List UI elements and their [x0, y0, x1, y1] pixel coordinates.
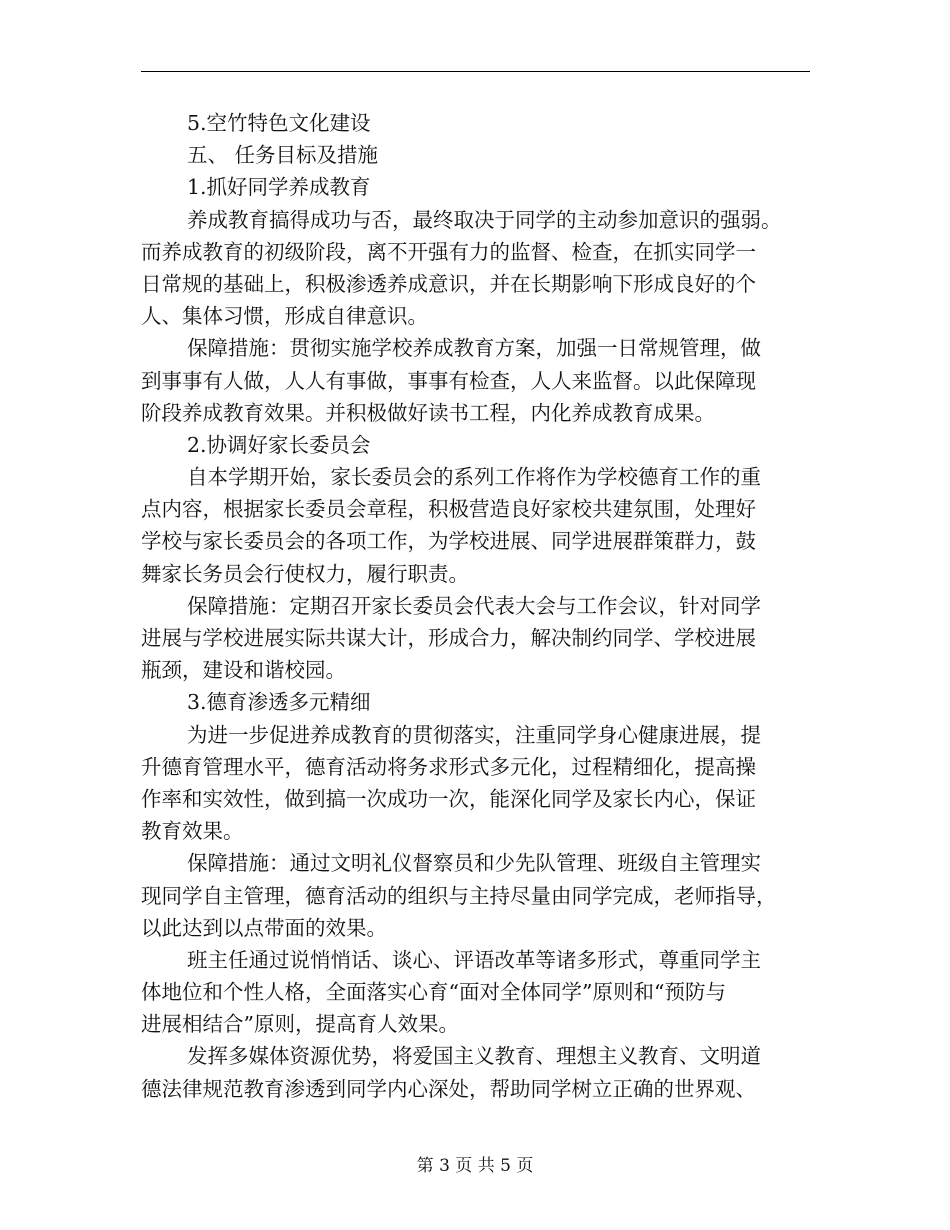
- text-line: 教育效果。: [141, 819, 244, 844]
- document-body: [141, 107, 811, 1105]
- text-line: 瓶颈，建设和谐校园。: [141, 658, 346, 683]
- page-footer: 第 3 页 共 5 页: [416, 1156, 534, 1176]
- text-line: 5.空竹特色文化建设: [187, 111, 371, 135]
- header-rule: [141, 71, 810, 72]
- text-line: 人、集体习惯，形成自律意识。: [141, 304, 428, 329]
- text-line: 阶段养成教育效果。并积极做好读书工程，内化养成教育成果。: [141, 400, 715, 425]
- text-line: 现同学自主管理，德育活动的组织与主持尽量由同学完成，老师指导，: [141, 883, 777, 908]
- text-line: 进展与学校进展实际共谋大计，形成合力，解决制约同学、学校进展: [141, 626, 756, 650]
- text-line: 舞家长务员会行使权力，履行职责。: [141, 561, 469, 586]
- text-line: 养成教育搞得成功与否，最终取决于同学的主动参加意识的强弱。: [187, 207, 782, 232]
- text-line: 点内容，根据家长委员会章程，积极营造良好家校共建氛围，处理好: [141, 497, 756, 522]
- text-line: 班主任通过说悄悄话、谈心、评语改革等诸多形式，尊重同学主: [187, 947, 761, 972]
- text-line: 到事事有人做，人人有事做，事事有检查，人人来监督。以此保障现: [141, 368, 756, 393]
- text-line: 自本学期开始，家长委员会的系列工作将作为学校德育工作的重: [187, 465, 761, 490]
- text-line: 进展相结合”原则，提高育人效果。: [141, 1012, 459, 1037]
- text-line: 作率和实效性，做到搞一次成功一次，能深化同学及家长内心，保证: [141, 786, 756, 811]
- text-line: 学校与家长委员会的各项工作，为学校进展、同学进展群策群力，鼓: [141, 529, 756, 554]
- text-line: 1.抓好同学养成教育: [187, 175, 371, 200]
- text-line: 德法律规范教育渗透到同学内心深处，帮助同学树立正确的世界观、: [141, 1076, 756, 1101]
- text-line: 以此达到以点带面的效果。: [141, 915, 387, 940]
- text-line: 3.德育渗透多元精细: [187, 690, 371, 715]
- text-line: 保障措施：通过文明礼仪督察员和少先队管理、班级自主管理实: [187, 851, 761, 876]
- text-line: 体地位和个性人格，全面落实心育“面对全体同学”原则和“预防与: [141, 980, 726, 1005]
- text-line: 升德育管理水平，德育活动将务求形式多元化，过程精细化，提高操: [141, 754, 756, 779]
- text-line: 发挥多媒体资源优势，将爱国主义教育、理想主义教育、文明道: [187, 1044, 761, 1069]
- text-line: 为进一步促进养成教育的贯彻落实，注重同学身心健康进展，提: [187, 722, 761, 747]
- text-line: 保障措施：贯彻实施学校养成教育方案，加强一日常规管理，做: [187, 336, 761, 361]
- text-line: 日常规的基础上，积极渗透养成意识，并在长期影响下形成良好的个: [141, 271, 756, 296]
- text-line: 2.协调好家长委员会: [187, 432, 371, 457]
- text-line: 五、 任务目标及措施: [187, 143, 379, 168]
- text-line: 保障措施：定期召开家长委员会代表大会与工作会议，针对同学: [187, 593, 761, 618]
- text-line: 而养成教育的初级阶段，离不开强有力的监督、检查，在抓实同学一: [141, 239, 756, 264]
